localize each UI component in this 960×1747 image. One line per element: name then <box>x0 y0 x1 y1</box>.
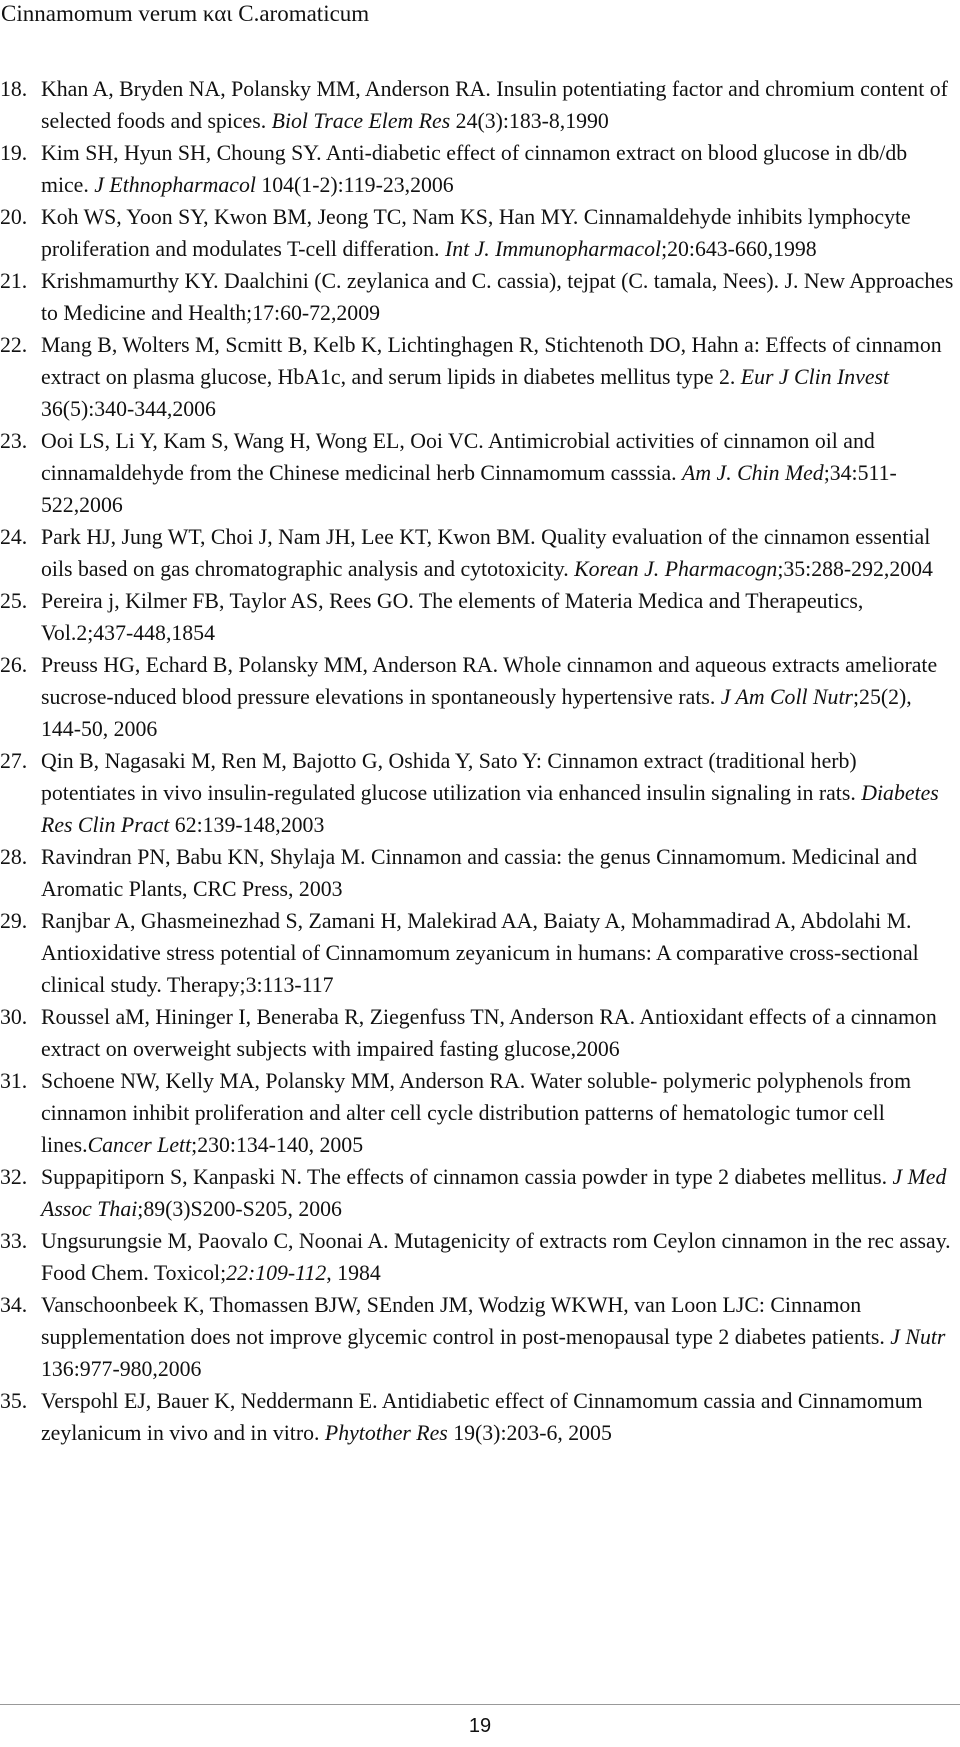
reference-item <box>0 841 956 905</box>
reference-text: Khan A, Bryden NA, Polansky MM, Anderson RA. Insulin potentiating factor and chromium content of selected foods and spices. <box>41 77 948 133</box>
reference-number: 30. <box>0 1005 28 1029</box>
reference-item <box>0 1161 956 1225</box>
reference-text: Ranjbar A, Ghasmeinezhad S, Zamani H, Malekirad AA, Baiaty A, Mohammadirad A, Abdolahi M. Antioxidative stress potential of Cinnamomum zeyanicum in humans: A comparative cross-sectional clinical study. Therapy;3:113-117 <box>41 909 919 997</box>
reference-item <box>0 1289 956 1385</box>
reference-text: Ungsurungsie M, Paovalo C, Noonai A. Mutagenicity of extracts rom Ceylon cinnamon in the rec assay. Food Chem. Toxicol; <box>41 1229 951 1285</box>
running-header: Cinnamomum verum και C.aromaticum <box>1 1 370 26</box>
reference-journal: Int J. Immunopharmacol <box>444 237 662 261</box>
reference-text: Ravindran PN, Babu KN, Shylaja M. Cinnamon and cassia: the genus Cinnamomum. Medicinal and Aromatic Plants, CRC Press, 2003 <box>41 845 917 901</box>
reference-number: 24. <box>0 525 28 549</box>
reference-journal: Phytother Res <box>324 1421 448 1445</box>
reference-item <box>0 1385 956 1449</box>
reference-text: 19(3):203-6, 2005 <box>447 1421 612 1445</box>
reference-number: 22. <box>0 333 28 357</box>
reference-item <box>0 1001 956 1065</box>
reference-text: Verspohl EJ, Bauer K, Neddermann E. Antidiabetic effect of Cinnamomum cassia and Cinnamomum zeylanicum in vivo and in vitro. <box>41 1389 923 1445</box>
reference-text: Pereira j, Kilmer FB, Taylor AS, Rees GO. The elements of Materia Medica and Therapeutics, Vol.2;437-448,1854 <box>41 589 864 645</box>
reference-item <box>0 1225 956 1289</box>
reference-journal: Biol Trace Elem Res <box>271 109 451 133</box>
reference-text: Preuss HG, Echard B, Polansky MM, Anderson RA. Whole cinnamon and aqueous extracts ameliorate sucrose-nduced blood pressure elevations in spontaneously hypertensive rats. <box>41 653 938 709</box>
reference-number: 25. <box>0 589 28 613</box>
reference-journal: 22:109-112 <box>226 1261 327 1285</box>
reference-journal: J Med Assoc Thai <box>41 1165 947 1221</box>
reference-number: 28. <box>0 845 28 869</box>
reference-number: 23. <box>0 429 28 453</box>
reference-journal: Cancer Lett <box>87 1133 192 1157</box>
reference-text: ;20:643-660,1998 <box>661 237 817 261</box>
reference-item <box>0 73 956 137</box>
reference-number: 29. <box>0 909 28 933</box>
reference-journal: J Nutr <box>890 1325 946 1349</box>
reference-number: 31. <box>0 1069 28 1093</box>
reference-number: 18. <box>0 77 28 101</box>
reference-text: Ooi LS, Li Y, Kam S, Wang H, Wong EL, Ooi VC. Antimicrobial activities of cinnamon oil and cinnamaldehyde from the Chinese medicinal herb Cinnamomum casssia. <box>41 429 875 485</box>
reference-item <box>0 1065 956 1161</box>
reference-text: 36(5):340-344,2006 <box>41 397 216 421</box>
reference-item <box>0 265 956 329</box>
reference-text: ;34:511-522,2006 <box>41 461 897 517</box>
reference-item <box>0 745 956 841</box>
reference-item <box>0 521 956 585</box>
reference-item <box>0 649 956 745</box>
reference-text: 136:977-980,2006 <box>41 1357 202 1381</box>
reference-text: Koh WS, Yoon SY, Kwon BM, Jeong TC, Nam KS, Han MY. Cinnamaldehyde inhibits lymphocyte proliferation and modulates T-cell differation. <box>41 205 911 261</box>
reference-number: 34. <box>0 1293 28 1317</box>
reference-text: Kim SH, Hyun SH, Choung SY. Anti-diabetic effect of cinnamon extract on blood glucose in db/db mice. <box>41 141 908 197</box>
reference-item <box>0 585 956 649</box>
reference-text: ;25(2), 144-50, 2006 <box>41 685 912 741</box>
reference-journal: J Am Coll Nutr <box>720 685 853 709</box>
reference-number: 26. <box>0 653 28 677</box>
reference-item <box>0 905 956 1001</box>
reference-item <box>0 201 956 265</box>
reference-number: 33. <box>0 1229 28 1253</box>
footer-divider <box>0 1704 960 1705</box>
reference-journal: Korean J. Pharmacogn <box>574 557 778 581</box>
reference-text: 62:139-148,2003 <box>169 813 325 837</box>
reference-text: ;89(3)S200-S205, 2006 <box>137 1197 342 1221</box>
page-number: 19 <box>468 1715 492 1737</box>
reference-number: 20. <box>0 205 28 229</box>
reference-number: 32. <box>0 1165 28 1189</box>
reference-list <box>0 73 956 1449</box>
reference-item <box>0 329 956 425</box>
reference-text: Krishmamurthy KY. Daalchini (C. zeylanica and C. cassia), tejpat (C. tamala, Nees). J. New Approaches to Medicine and Health;17:60-72,2009 <box>41 269 954 325</box>
reference-number: 21. <box>0 269 28 293</box>
reference-text: 24(3):183-8,1990 <box>450 109 609 133</box>
reference-text: Qin B, Nagasaki M, Ren M, Bajotto G, Oshida Y, Sato Y: Cinnamon extract (traditional herb) potentiates in vivo insulin-regulated glucose utilization via enhanced insulin signaling in rats. <box>41 749 862 805</box>
reference-text: Schoene NW, Kelly MA, Polansky MM, Anderson RA. Water soluble- polymeric polyphenols from cinnamon inhibit proliferation and alter cell cycle distribution patterns of hematologic tumor cell lines. <box>41 1069 912 1157</box>
reference-item <box>0 425 956 521</box>
reference-text: Park HJ, Jung WT, Choi J, Nam JH, Lee KT, Kwon BM. Quality evaluation of the cinnamon essential oils based on gas chromatographic analysis and cytotoxicity. <box>41 525 931 581</box>
reference-journal: Am J. Chin Med <box>682 461 824 485</box>
reference-text: ;230:134-140, 2005 <box>191 1133 364 1157</box>
reference-number: 35. <box>0 1389 28 1413</box>
reference-number: 19. <box>0 141 28 165</box>
reference-journal: Diabetes Res Clin Pract <box>41 781 939 837</box>
reference-journal: J Ethnopharmacol <box>94 173 256 197</box>
reference-journal: Eur J Clin Invest <box>740 365 890 389</box>
reference-text: Roussel aM, Hininger I, Beneraba R, Ziegenfuss TN, Anderson RA. Antioxidant effects of a cinnamon extract on overweight subjects with impaired fasting glucose,2006 <box>41 1005 937 1061</box>
reference-text: Vanschoonbeek K, Thomassen BJW, SEnden JM, Wodzig WKWH, van Loon LJC: Cinnamon supplementation does not improve glycemic control in post-menopausal type 2 diabetes patients. <box>41 1293 891 1349</box>
reference-text: Suppapitiporn S, Kanpaski N. The effects of cinnamon cassia powder in type 2 diabetes mellitus. <box>41 1165 893 1189</box>
reference-number: 27. <box>0 749 28 773</box>
reference-text: Mang B, Wolters M, Scmitt B, Kelb K, Lichtinghagen R, Stichtenoth DO, Hahn a: Effects of cinnamon extract on plasma glucose, HbA1c, and serum lipids in diabetes mellitus type 2. <box>41 333 942 389</box>
reference-text: , 1984 <box>326 1261 381 1285</box>
reference-item <box>0 137 956 201</box>
reference-text: 104(1-2):119-23,2006 <box>255 173 454 197</box>
reference-text: ;35:288-292,2004 <box>777 557 933 581</box>
